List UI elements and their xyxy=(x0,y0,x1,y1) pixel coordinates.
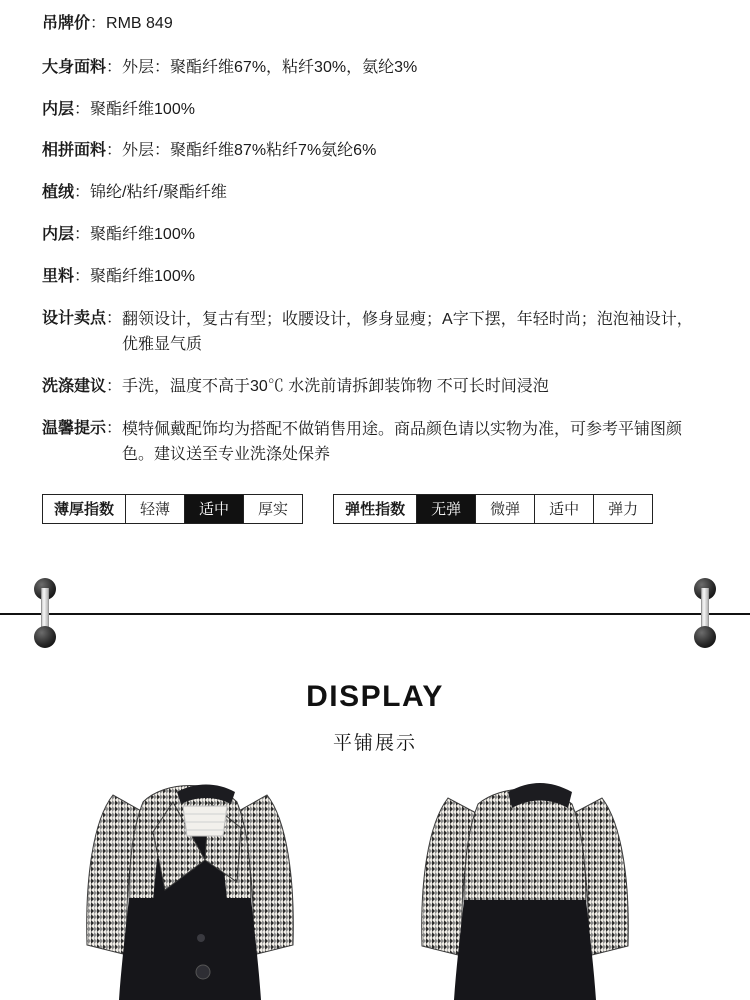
spec-label: 相拼面料 xyxy=(42,142,107,160)
spec-list xyxy=(0,0,750,468)
spec-value: 聚酯纤维100% xyxy=(90,225,195,243)
spec-label: 植绒 xyxy=(42,184,75,202)
section-divider xyxy=(0,570,750,656)
pin-cap-bottom xyxy=(694,626,716,648)
spec-row xyxy=(42,265,708,290)
spec-value: 外层：聚酯纤维87%粘纤7%氨纶6% xyxy=(122,142,377,160)
pin-right-icon xyxy=(694,578,716,648)
spec-colon: ： xyxy=(90,15,107,32)
elasticity-option-slight[interactable]: 微弹 xyxy=(476,495,535,523)
spec-row xyxy=(42,181,708,206)
spec-row xyxy=(42,139,708,164)
spec-value: 聚酯纤维100% xyxy=(90,267,195,285)
spec-label: 洗涤建议 xyxy=(42,377,107,395)
elasticity-option-medium[interactable]: 适中 xyxy=(535,495,594,523)
spec-label: 大身面料 xyxy=(42,58,107,76)
spec-label: 吊牌价 xyxy=(42,15,91,32)
thickness-option-thick[interactable]: 厚实 xyxy=(244,495,302,523)
spec-colon: ： xyxy=(74,267,91,285)
elasticity-option-high[interactable]: 弹力 xyxy=(594,495,652,523)
spec-value: 聚酯纤维100% xyxy=(90,100,195,118)
spec-label: 设计卖点 xyxy=(42,309,107,327)
spec-label: 内层 xyxy=(42,100,75,118)
spec-colon: ： xyxy=(106,58,123,76)
spec-row xyxy=(42,56,708,81)
elasticity-index-title: 弹性指数 xyxy=(334,495,417,523)
spec-value: 锦纶/粘纤/聚酯纤维 xyxy=(90,184,227,202)
spec-row xyxy=(42,417,708,468)
spec-colon: ： xyxy=(106,377,123,395)
spec-label: 里料 xyxy=(42,267,75,285)
elasticity-option-none[interactable]: 无弹 xyxy=(417,495,476,523)
thickness-index-group xyxy=(42,494,303,524)
spec-row xyxy=(42,375,708,400)
spec-value: 模特佩戴配饰均为搭配不做销售用途。商品颜色请以实物为准，可参考平铺图颜色。建议送至专业洗涤处保养 xyxy=(122,420,683,464)
spec-colon: ： xyxy=(74,184,91,202)
elasticity-index-group xyxy=(333,494,653,524)
spec-value: 手洗，温度不高于30℃ 水洗前请拆卸装饰物 不可长时间浸泡 xyxy=(122,377,549,395)
display-title-en: DISPLAY xyxy=(306,679,444,713)
spec-colon: ： xyxy=(106,419,123,437)
pin-cap-bottom xyxy=(34,626,56,648)
spec-colon: ： xyxy=(106,142,123,160)
garment-front-illustration xyxy=(55,740,355,1000)
garment-front-photo xyxy=(55,740,355,1000)
spec-value: RMB 849 xyxy=(106,15,173,32)
garment-back-photo xyxy=(390,740,690,1000)
index-area xyxy=(0,494,750,524)
pin-left-icon xyxy=(34,578,56,648)
spec-value: 翻领设计，复古有型；收腰设计，修身显瘦；A字下摆，年轻时尚；泡泡袖设计，优雅显气质 xyxy=(122,310,693,354)
thickness-index-title: 薄厚指数 xyxy=(43,495,126,523)
spec-label: 温馨提示 xyxy=(42,419,107,437)
spec-colon: ： xyxy=(106,309,123,327)
spec-colon: ： xyxy=(74,225,91,243)
product-photos xyxy=(0,740,750,1000)
thickness-option-light[interactable]: 轻薄 xyxy=(126,495,185,523)
spec-value: 外层：聚酯纤维67%，粘纤30%，氨纶3% xyxy=(122,58,418,76)
spec-colon: ： xyxy=(74,100,91,118)
spec-row xyxy=(42,223,708,248)
divider-line xyxy=(0,613,750,615)
thickness-option-medium[interactable]: 适中 xyxy=(185,495,244,523)
spec-label: 内层 xyxy=(42,225,75,243)
spec-row xyxy=(42,98,708,123)
spec-row xyxy=(42,307,708,358)
display-title-cn: 平铺展示 xyxy=(332,732,417,754)
garment-back-illustration xyxy=(390,740,690,1000)
spec-row xyxy=(42,12,708,37)
